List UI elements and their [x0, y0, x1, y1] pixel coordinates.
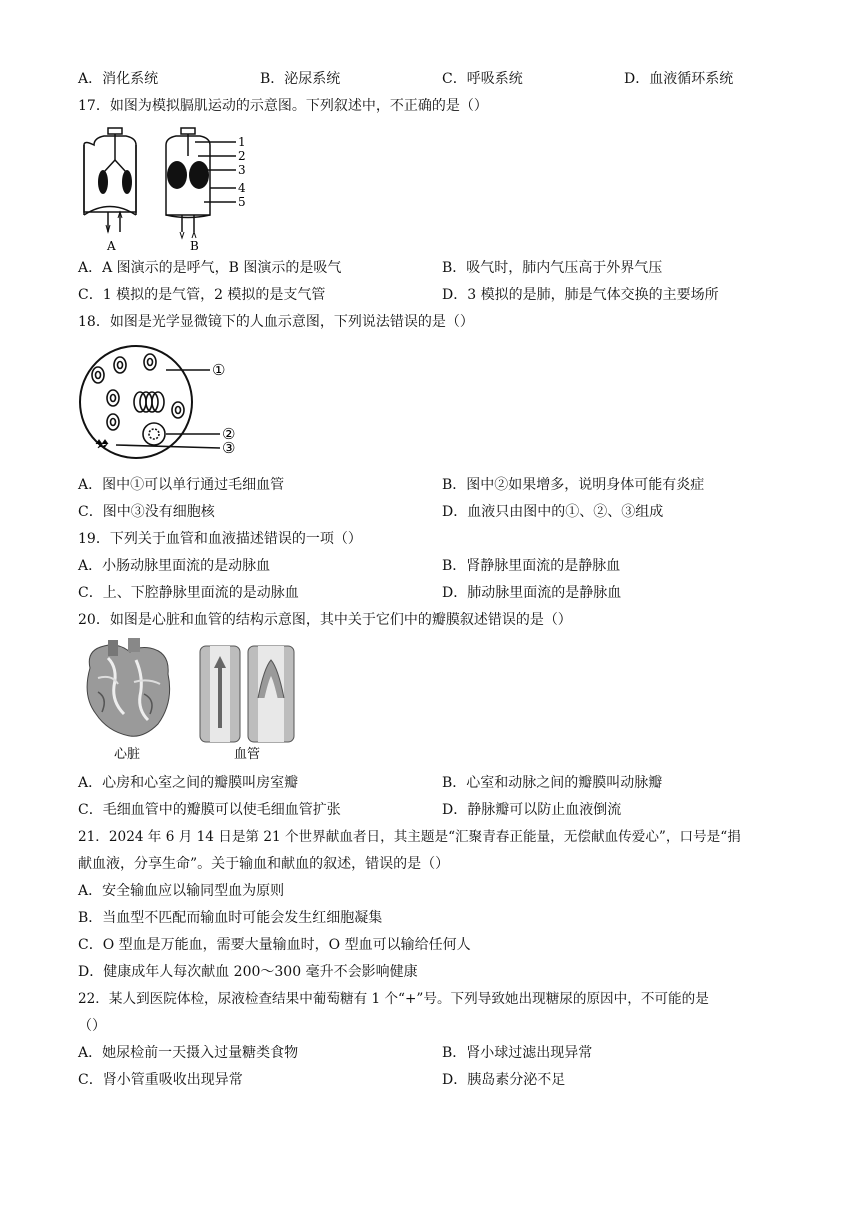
q18-option-d: D．血液只由图中的①、②、③组成: [442, 504, 664, 520]
q17-option-a: A．A 图演示的是呼气，B 图演示的是吸气: [78, 260, 342, 276]
q22-stem-line1: 22．某人到医院体检，尿液检查结果中葡萄糖有 1 个“+”号。下列导致她出现糖尿的原因中，不可能的是: [78, 991, 709, 1007]
q21-stem-line1: 21．2024 年 6 月 14 日是第 21 个世界献血者日，其主题是“汇聚青春正能量，无偿献血传爱心”，口号是“捐: [78, 829, 741, 845]
figure-label-a: A: [107, 239, 116, 253]
q22-option-d: D．胰岛素分泌不足: [442, 1072, 566, 1088]
q16-option-c: C．呼吸系统: [442, 71, 523, 87]
figure-label-3: 3: [238, 163, 246, 177]
figure-label-4: 4: [238, 181, 246, 195]
blood-smear-figure: [78, 340, 243, 465]
q19-option-a: A．小肠动脉里面流的是动脉血: [78, 558, 271, 574]
q21-option-c: C．O 型血是万能血，需要大量输血时，O 型血可以输给任何人: [78, 937, 471, 953]
figure-label-vessel: 血管: [234, 747, 261, 762]
q19-option-d: D．肺动脉里面流的是静脉血: [442, 585, 622, 601]
figure-label-2: 2: [238, 149, 246, 163]
q21-stem-line2: 献血液，分享生命”。关于输血和献血的叙述，错误的是（）: [78, 856, 450, 872]
q16-option-d: D．血液循环系统: [624, 71, 734, 87]
q16-option-a: A．消化系统: [78, 71, 159, 87]
figure-label-heart: 心脏: [114, 747, 141, 762]
diaphragm-model-figure: [80, 120, 250, 255]
q18-stem: 18．如图是光学显微镜下的人血示意图，下列说法错误的是（）: [78, 314, 474, 330]
q18-option-b: B．图中②如果增多，说明身体可能有炎症: [442, 477, 705, 493]
q22-stem-line2: （）: [78, 1018, 106, 1034]
q22-option-a: A．她尿检前一天摄入过量糖类食物: [78, 1045, 299, 1061]
figure-label-1: 1: [238, 135, 246, 149]
q19-option-c: C．上、下腔静脉里面流的是动脉血: [78, 585, 299, 601]
q22-option-b: B．肾小球过滤出现异常: [442, 1045, 593, 1061]
q19-stem: 19．下列关于血管和血液描述错误的一项（）: [78, 531, 362, 547]
figure-label-circle-3: ③: [222, 439, 236, 457]
q19-option-b: B．肾静脉里面流的是静脉血: [442, 558, 621, 574]
figure-label-circle-2: ②: [222, 425, 236, 443]
q20-option-d: D．静脉瓣可以防止血液倒流: [442, 802, 622, 818]
figure-label-5: 5: [238, 195, 246, 209]
q18-option-a: A．图中①可以单行通过毛细血管: [78, 477, 285, 493]
q20-option-a: A．心房和心室之间的瓣膜叫房室瓣: [78, 775, 299, 791]
q20-option-c: C．毛细血管中的瓣膜可以使毛细血管扩张: [78, 802, 341, 818]
q17-option-b: B．吸气时，肺内气压高于外界气压: [442, 260, 663, 276]
vessel-illustration: [200, 646, 294, 742]
q21-option-a: A．安全输血应以输同型血为原则: [78, 883, 285, 899]
q21-option-b: B．当血型不匹配而输血时可能会发生红细胞凝集: [78, 910, 383, 926]
heart-vessel-figure: [78, 638, 303, 766]
heart-illustration: [87, 638, 170, 736]
q18-option-c: C．图中③没有细胞核: [78, 504, 215, 520]
q20-option-b: B．心室和动脉之间的瓣膜叫动脉瓣: [442, 775, 663, 791]
q21-option-d: D．健康成年人每次献血 200～300 毫升不会影响健康: [78, 964, 418, 980]
q17-option-c: C．1 模拟的是气管，2 模拟的是支气管: [78, 287, 326, 303]
q17-stem: 17．如图为模拟膈肌运动的示意图。下列叙述中，不正确的是（）: [78, 98, 488, 114]
q17-option-d: D．3 模拟的是肺，肺是气体交换的主要场所: [442, 287, 719, 303]
q20-stem: 20．如图是心脏和血管的结构示意图，其中关于它们中的瓣膜叙述错误的是（）: [78, 612, 572, 628]
figure-label-b: B: [190, 239, 199, 253]
q22-option-c: C．肾小管重吸收出现异常: [78, 1072, 243, 1088]
figure-label-circle-1: ①: [212, 361, 226, 379]
q16-option-b: B．泌尿系统: [260, 71, 341, 87]
